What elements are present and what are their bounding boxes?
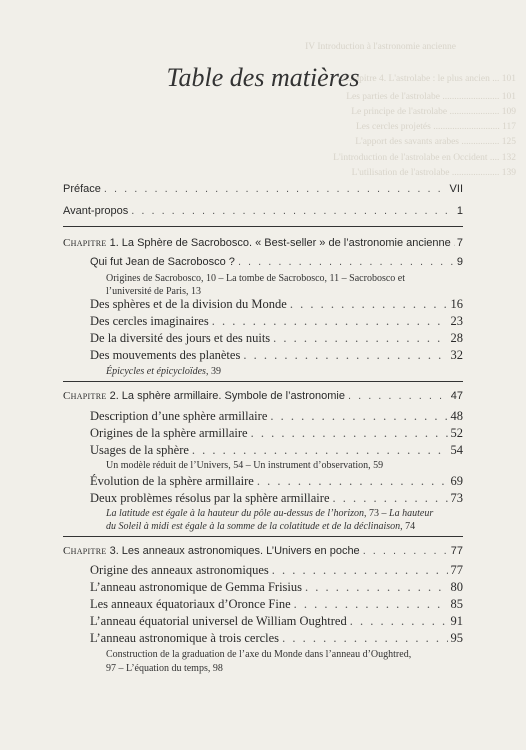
entry-label: Des cercles imaginaires — [90, 314, 209, 328]
ghost-line: L'utilisation de l'astrolabe .................... 139 — [351, 168, 516, 178]
toc-subentry: La latitude est égale à la hauteur du pôle au-dessus de l’horizon, 73 – La hauteur — [106, 508, 434, 519]
ghost-line: L'apport des savants arabes ................ 125 — [355, 137, 516, 147]
toc-entry[interactable] — [90, 409, 463, 424]
entry-page: 52 — [450, 426, 463, 440]
page-title: Table des matières — [166, 63, 360, 92]
ghost-line: L'introduction de l'astrolabe en Occident .... 132 — [333, 153, 516, 163]
divider — [63, 536, 463, 537]
entry-page: 48 — [450, 409, 463, 423]
entry-label: Avant-propos — [63, 205, 129, 217]
toc-entry[interactable] — [90, 297, 463, 312]
entry-page: 54 — [450, 443, 463, 457]
toc-entry[interactable] — [90, 631, 463, 646]
entry-label: 3. Les anneaux astronomiques. L’Univers en poche — [106, 545, 360, 557]
entry-label: Préface — [63, 183, 101, 195]
toc-entry-avant-propos[interactable] — [63, 205, 463, 217]
chapter-prefix: Chapitre — [63, 390, 107, 402]
entry-page: 80 — [450, 580, 463, 594]
toc-chapter-1[interactable] — [63, 237, 463, 249]
entry-page: 16 — [450, 297, 463, 311]
entry-label: Origine des anneaux astronomiques — [90, 563, 269, 577]
entry-label: Qui fut Jean de Sacrobosco ? — [90, 256, 235, 268]
toc-entry[interactable] — [90, 443, 463, 458]
chapter-prefix: Chapitre — [63, 237, 107, 249]
entry-page: VII — [449, 183, 463, 195]
entry-label: Description d’une sphère armillaire — [90, 409, 268, 423]
entry-page: 47 — [450, 390, 463, 402]
toc-subentry: du Soleil à midi est égale à la somme de la colatitude et de la déclinaison, 74 — [106, 521, 416, 532]
toc-subentry: Construction de la graduation de l’axe du Monde dans l’anneau d’Oughtred, — [106, 649, 412, 660]
entry-page: 85 — [450, 597, 463, 611]
ghost-line: Le principe de l'astrolabe ..................... 109 — [351, 107, 516, 117]
toc-subentry: 97 – L’équation du temps, 98 — [106, 663, 223, 674]
toc-subentry: Origines de Sacrobosco, 10 – La tombe de Sacrobosco, 11 – Sacrobosco et — [106, 273, 405, 284]
entry-page: 23 — [450, 314, 463, 328]
toc-entry[interactable] — [90, 563, 463, 578]
toc-entry[interactable] — [90, 580, 463, 595]
entry-label: 2. La sphère armillaire. Symbole de l’astronomie — [106, 390, 345, 402]
toc-entry[interactable] — [90, 331, 463, 346]
toc-entry[interactable] — [90, 314, 463, 329]
entry-label: Évolution de la sphère armillaire — [90, 474, 254, 488]
entry-page: 1 — [456, 205, 463, 217]
divider — [63, 381, 463, 382]
toc-chapter-2[interactable] — [63, 390, 463, 402]
entry-page: 73 — [450, 491, 463, 505]
entry-label: L’anneau astronomique de Gemma Frisius — [90, 580, 302, 594]
entry-label: Les anneaux équatoriaux d’Oronce Fine — [90, 597, 291, 611]
divider — [63, 226, 463, 227]
entry-page: 9 — [456, 256, 463, 268]
entry-page: 77 — [450, 563, 463, 577]
entry-label: Des sphères et de la division du Monde — [90, 297, 287, 311]
entry-label: L’anneau astronomique à trois cercles — [90, 631, 280, 645]
toc-entry[interactable] — [90, 614, 463, 629]
ghost-line: Les parties de l'astrolabe ........................ 101 — [346, 92, 516, 102]
entry-label: 1. La Sphère de Sacrobosco. « Best-seller » de l’astronomie ancienne — [106, 237, 451, 249]
entry-page: 32 — [450, 348, 463, 362]
toc-entry[interactable] — [90, 426, 463, 441]
ghost-line: IV Introduction à l'astronomie ancienne — [305, 42, 456, 52]
toc-subentry: Un modèle réduit de l’Univers, 54 – Un instrument d’observation, 59 — [106, 460, 384, 471]
toc-entry-preface[interactable] — [63, 183, 463, 195]
toc-subentry: l’université de Paris, 13 — [106, 286, 201, 297]
entry-page: 7 — [456, 237, 463, 249]
toc-chapter-3[interactable] — [63, 545, 463, 557]
chapter-prefix: Chapitre — [63, 545, 107, 557]
toc-entry[interactable] — [90, 491, 463, 506]
entry-page: 91 — [450, 614, 463, 628]
ghost-line: Les cercles projetés ............................ 117 — [355, 122, 516, 132]
entry-page: 77 — [450, 545, 463, 557]
toc-entry[interactable] — [90, 474, 463, 489]
toc-entry[interactable] — [90, 256, 463, 268]
entry-label: Origines de la sphère armillaire — [90, 426, 248, 440]
toc-subentry: Épicycles et épicycloïdes, 39 — [106, 366, 221, 377]
entry-label: Des mouvements des planètes — [90, 348, 241, 362]
entry-page: 95 — [450, 631, 463, 645]
entry-label: Deux problèmes résolus par la sphère armillaire — [90, 491, 330, 505]
entry-label: L’anneau équatorial universel de William Oughtred — [90, 614, 347, 628]
entry-label: Usages de la sphère — [90, 443, 189, 457]
entry-label: De la diversité des jours et des nuits — [90, 331, 271, 345]
entry-page: 69 — [450, 474, 463, 488]
ghost-line: Chapitre 4. L'astrolabe : le plus ancien ... 101 — [343, 74, 516, 84]
entry-page: 28 — [450, 331, 463, 345]
toc-entry[interactable] — [90, 348, 463, 363]
toc-entry[interactable] — [90, 597, 463, 612]
